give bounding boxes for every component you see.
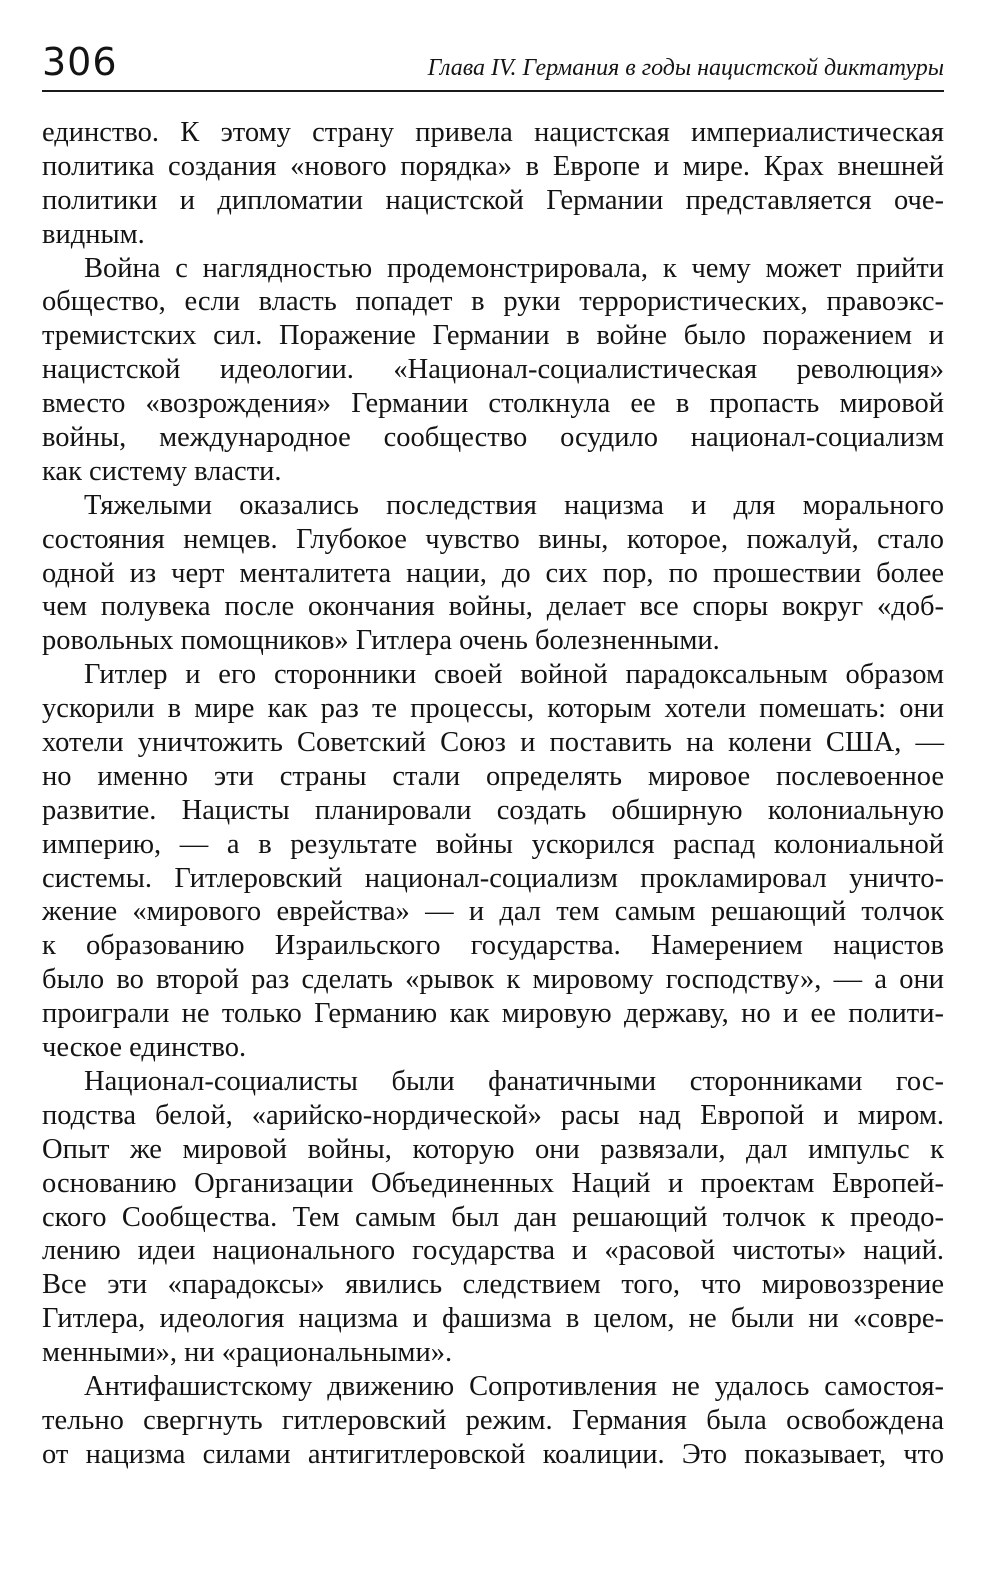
text-line: Антифашистскому движению Сопротивления не удалось самостоя- (84, 1370, 944, 1402)
text-line: подства белой, «арийско-нордической» расы над Европой и миром. (42, 1099, 944, 1131)
text-line: основанию Организации Объединенных Наций и проектам Европей- (42, 1167, 944, 1199)
text-line: развитие. Нацисты планировали создать обширную колониальную (42, 794, 944, 826)
text-line: ровольных помощников» Гитлера очень болезненными. (42, 625, 720, 657)
text-line: проиграли не только Германию как мировую державу, но и ее полити- (42, 998, 944, 1030)
chapter-title: Глава IV. Германия в годы нацистской диктатуры (427, 55, 944, 81)
text-line: империю, — а в результате войны ускорился распад колониальной (42, 828, 944, 860)
text-line: видным. (42, 218, 145, 250)
page-number: 306 (42, 40, 118, 84)
text-line: хотели уничтожить Советский Союз и поставить на колени США, — (42, 727, 944, 759)
running-header (42, 36, 944, 92)
text-line: тремистских сил. Поражение Германии в войне было поражением и (42, 320, 944, 352)
text-line: Тяжелыми оказались последствия нацизма и для морального (84, 489, 944, 521)
text-line: тельно свергнуть гитлеровский режим. Германия была освобождена (42, 1404, 944, 1436)
text-line: Опыт же мировой войны, которую они развязали, дал импульс к (42, 1133, 944, 1165)
text-line: как систему власти. (42, 455, 282, 487)
text-line: одной из черт менталитета нации, до сих пор, по прошествии более (42, 557, 944, 589)
text-line: чем полувека после окончания войны, делает все споры вокруг «доб- (42, 591, 944, 623)
text-line: вместо «возрождения» Германии столкнула ее в пропасть мировой (42, 388, 944, 420)
text-line: Национал-социалисты были фанатичными сторонниками гос- (84, 1065, 944, 1097)
text-line: было во второй раз сделать «рывок к мировому господству», — а они (42, 964, 944, 996)
text-line: но именно эти страны стали определять мировое послевоенное (42, 760, 944, 792)
text-line: Гитлера, идеология нацизма и фашизма в целом, не были ни «совре- (42, 1303, 944, 1335)
text-line: политики и дипломатии нацистской Германии представляется оче- (42, 184, 944, 216)
text-line: менными», ни «рациональными». (42, 1337, 453, 1369)
text-line: ческое единство. (42, 1032, 247, 1064)
text-line: ского Сообщества. Тем самым был дан решающий толчок к преодо- (42, 1201, 944, 1233)
text-line: ускорили в мире как раз те процессы, которым хотели помешать: они (42, 693, 944, 725)
text-line: системы. Гитлеровский национал-социализм прокламировал уничто- (42, 862, 944, 894)
text-line: Гитлер и его сторонники своей войной парадоксальным образом (84, 659, 944, 691)
text-line: состояния немцев. Глубокое чувство вины, которое, пожалуй, стало (42, 523, 944, 555)
text-line: Война с наглядностью продемонстрировала, к чему может прийти (84, 252, 944, 284)
text-line: лению идеи национального государства и «расовой чистоты» наций. (42, 1235, 944, 1267)
text-line: общество, если власть попадет в руки террористических, правоэкс- (42, 286, 944, 318)
text-line: от нацизма силами антигитлеровской коалиции. Это показывает, что (42, 1438, 944, 1470)
text-line: жение «мирового еврейства» — и дал тем самым решающий толчок (42, 896, 944, 928)
text-line: нацистской идеологии. «Национал-социалистическая революция» (42, 354, 944, 386)
text-line: политика создания «нового порядка» в Европе и мире. Крах внешней (42, 150, 944, 182)
text-line: Все эти «парадоксы» явились следствием того, что мировоззрение (42, 1269, 944, 1301)
text-line: к образованию Израильского государства. Намерением нацистов (42, 930, 944, 962)
text-line: единство. К этому страну привела нацистская империалистическая (42, 117, 944, 148)
body-text (42, 116, 944, 1472)
text-line: войны, международное сообщество осудило национал-социализм (42, 422, 944, 454)
